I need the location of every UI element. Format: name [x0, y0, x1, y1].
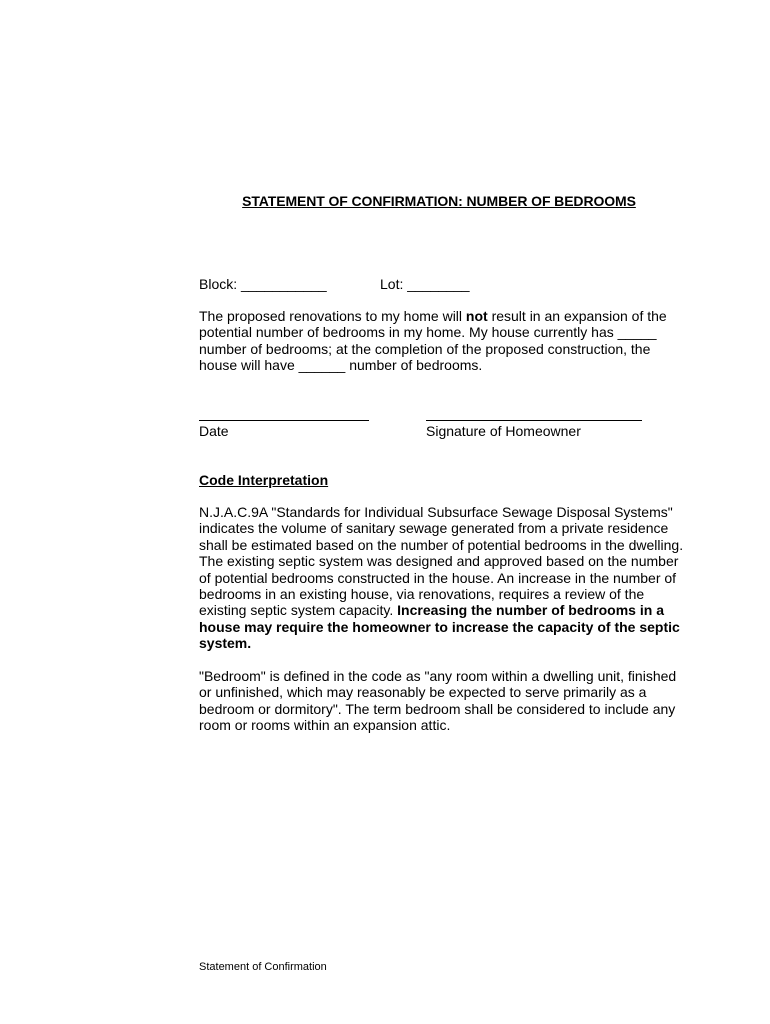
- statement-line-2: potential number of bedrooms in my home. My house currently has _____: [199, 324, 657, 341]
- code-line-3: shall be estimated based on the number of potential bedrooms in the dwelling.: [199, 536, 684, 553]
- page-footer: Statement of Confirmation: [199, 961, 327, 973]
- signature-label: Signature of Homeowner: [426, 423, 581, 439]
- code-interpretation-paragraph: [199, 504, 684, 652]
- date-label: Date: [199, 423, 229, 439]
- statement-line-3: number of bedrooms; at the completion of the proposed construction, the: [199, 340, 651, 357]
- block-field: Block: ___________: [199, 276, 327, 292]
- lot-field: Lot: ________: [380, 276, 470, 292]
- code-line-5: of potential bedrooms constructed in the house. An increase in the number of: [199, 569, 677, 586]
- code-emphasis-start: Increasing the number of bedrooms in a: [397, 602, 664, 619]
- bedroom-definition-paragraph: [199, 668, 684, 734]
- statement-paragraph: [199, 308, 684, 374]
- code-interpretation-heading: Code Interpretation: [199, 472, 329, 488]
- bedroom-line-2: or unfinished, which may reasonably be expected to serve primarily as a: [199, 684, 647, 701]
- statement-line-4: house will have ______ number of bedrooms.: [199, 357, 483, 374]
- code-line-7: existing septic system capacity. Increasing the number of bedrooms in a: [199, 602, 664, 619]
- emphasis-not: not: [465, 308, 488, 324]
- bedroom-line-4: room or rooms within an expansion attic.: [199, 717, 451, 734]
- bedroom-line-3: bedroom or dormitory". The term bedroom shall be considered to include any: [199, 700, 676, 717]
- homeowner-signature-line: [426, 420, 642, 421]
- code-line-1: N.J.A.C.9A "Standards for Individual Subsurface Sewage Disposal Systems": [199, 504, 673, 520]
- code-line-9: system.: [199, 635, 252, 652]
- statement-line-1: The proposed renovations to my home will not result in an expansion of the: [199, 308, 667, 324]
- code-line-2: indicates the volume of sanitary sewage generated from a private residence: [199, 520, 669, 537]
- bedroom-line-1: "Bedroom" is defined in the code as "any room within a dwelling unit, finished: [199, 668, 677, 684]
- date-signature-line: [199, 420, 369, 421]
- code-line-4: The existing septic system was designed and approved based on the number: [199, 553, 679, 570]
- document-title: STATEMENT OF CONFIRMATION: NUMBER OF BEDROOMS: [242, 193, 636, 209]
- code-line-6: bedrooms in an existing house, via renovations, requires a review of the: [199, 586, 645, 603]
- code-line-8: house may require the homeowner to increase the capacity of the septic: [199, 618, 680, 635]
